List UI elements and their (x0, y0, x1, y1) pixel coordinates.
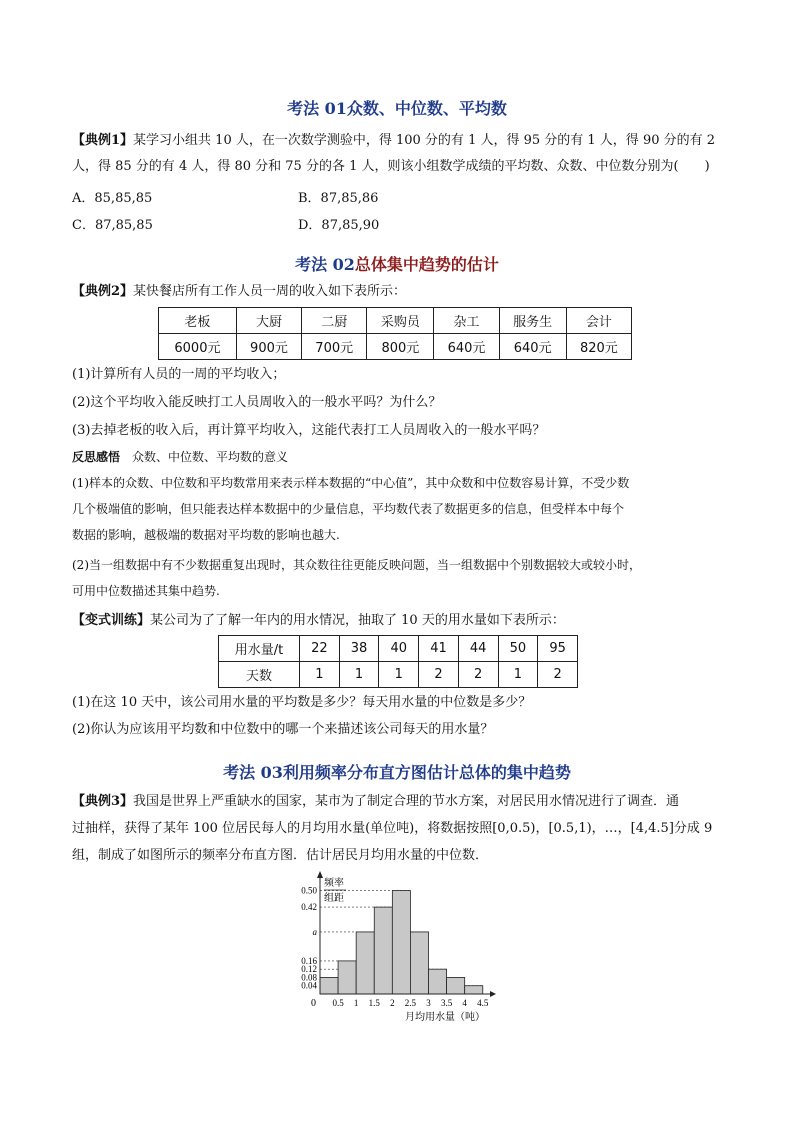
table-cell: 用水量/t (219, 636, 300, 662)
reflection-p1-line1: (1)样本的众数、中位数和平均数常用来表示样本数据的“中心值”，其中众数和中位数容易计算，不受少数 (72, 476, 630, 490)
reflection-p2-line1: (2)当一组数据中有不少数据重复出现时，其众数往往更能反映问题，当一组数据中个别数据较大或较小时， (72, 558, 642, 572)
income-table (158, 307, 632, 360)
table-cell: 1 (498, 662, 538, 688)
histogram-bar (374, 907, 392, 994)
option-d: D．87,85,90 (298, 218, 380, 233)
histogram-bar (320, 977, 338, 994)
section-number: 考法 01 (287, 99, 347, 118)
table-row (219, 636, 578, 662)
example-3-line1 (72, 791, 732, 813)
y-tick-label: a (312, 926, 317, 937)
option-b: B．87,85,86 (298, 191, 379, 206)
example-text: 我国是世界上严重缺水的国家，某市为了制定合理的节水方案，对居民用水情况进行了调查．通 (133, 794, 680, 809)
y-tick-label: 0.12 (301, 964, 317, 975)
example-text: 某学习小组共 10 人，在一次数学测验中，得 100 分的有 1 人，得 95 分的有 1 人，得 90 分的有 2 (133, 133, 716, 148)
section-title-2 (0, 252, 794, 275)
x-axis-arrow (490, 991, 496, 997)
x-tick-label: 3.5 (440, 998, 453, 1008)
table-cell: 1 (339, 662, 379, 688)
table-cell: 900元 (236, 334, 301, 360)
section-heading: 总体集中趋势的估计 (354, 255, 499, 274)
example-label: 【典例2】 (72, 284, 134, 299)
x-tick-label: 1 (353, 998, 359, 1008)
x-tick-label: 3 (426, 998, 431, 1008)
example-text: 某快餐店所有工作人员一周的收入如下表所示： (133, 284, 407, 299)
frequency-histogram (280, 868, 520, 1028)
table-cell: 800元 (367, 334, 434, 360)
histogram-bar (392, 891, 410, 994)
reflection-p2-line2: 可用中位数描述其集中趋势. (72, 584, 220, 598)
table-row (159, 334, 632, 360)
reflection-title: 反思感悟 (72, 450, 121, 464)
y-tick-label: 0.16 (301, 955, 317, 966)
table-cell: 6000元 (159, 334, 237, 360)
table-cell: 会计 (566, 308, 631, 334)
histogram-bar (338, 961, 356, 994)
option-a: A．85,85,85 (72, 191, 153, 206)
question-3: (3)去掉老板的收入后，再计算平均收入，这能代表打工人员周收入的一般水平吗？ (72, 423, 546, 438)
table-cell: 40 (379, 636, 419, 662)
reflection-heading (72, 445, 732, 470)
section-title-3 (0, 760, 794, 783)
example-1-line2: 人，得 85 分的有 4 人，得 80 分和 75 分的各 1 人，则该小组数学成绩的平均数、众数、中位数分别为( ) (72, 159, 710, 174)
variant-question-2: (2)你认为应该用平均数和中位数中的哪一个来描述该公司每天的用水量？ (72, 722, 494, 737)
table-cell: 1 (379, 662, 419, 688)
table-cell: 二厨 (302, 308, 367, 334)
x-tick-label: 4.5 (477, 998, 489, 1008)
y-label-top: 频率 (324, 878, 344, 889)
section-heading: 众数、中位数、平均数 (346, 99, 507, 118)
example-2-intro (72, 281, 732, 303)
x-tick-label: 0.5 (332, 998, 344, 1008)
option-c: C．87,85,85 (72, 218, 153, 233)
table-cell: 640元 (499, 334, 566, 360)
x-tick-label: 2 (390, 998, 395, 1008)
y-tick-labels (301, 886, 317, 991)
table-cell: 天数 (219, 662, 300, 688)
x-tick-labels (332, 998, 488, 1008)
section-heading: 利用频率分布直方图估计总体的集中趋势 (282, 763, 571, 782)
example-label: 【典例1】 (72, 133, 134, 148)
table-cell: 1 (300, 662, 340, 688)
x-tick-label: 2.5 (404, 998, 417, 1008)
water-table (218, 635, 578, 688)
y-tick-label: 0.50 (301, 885, 317, 896)
table-cell: 95 (538, 636, 578, 662)
section-number: 考法 02 (295, 255, 355, 274)
table-cell: 2 (538, 662, 578, 688)
table-cell: 50 (498, 636, 538, 662)
histogram-bar (356, 932, 374, 994)
reflection-subtitle: 众数、中位数、平均数的意义 (132, 450, 289, 464)
y-tick-label: 0.04 (301, 980, 317, 991)
example-3-line3: 组，制成了如图所示的频率分布直方图．估计居民月均用水量的中位数． (72, 848, 489, 863)
y-tick-label: 0.08 (301, 972, 317, 983)
y-axis-arrow (317, 871, 323, 878)
table-cell: 38 (339, 636, 379, 662)
section-title-1 (0, 96, 794, 119)
reflection-p1-line2: 几个极端值的影响，但只能表达样本数据中的少量信息，平均数代表了数据更多的信息，但受样本中每个 (72, 502, 625, 516)
histogram-bar (447, 977, 465, 994)
variant-label: 【变式训练】 (72, 613, 151, 628)
example-1-line1 (72, 130, 732, 152)
table-cell: 640元 (434, 334, 499, 360)
table-cell: 44 (458, 636, 498, 662)
histogram-bar (429, 969, 447, 994)
y-tick-label: 0.42 (301, 902, 317, 913)
x-tick-label: 1.5 (368, 998, 380, 1008)
table-cell: 杂工 (434, 308, 499, 334)
table-cell: 2 (419, 662, 459, 688)
question-2: (2)这个平均收入能反映打工人员周收入的一般水平吗？为什么？ (72, 395, 442, 410)
example-label: 【典例3】 (72, 794, 134, 809)
histogram-bars (320, 891, 483, 994)
variant-intro (72, 610, 732, 632)
origin-label: 0 (311, 998, 316, 1009)
example-3-line2: 过抽样，获得了某年 100 位居民每人的月均用水量(单位吨)，将数据按照[0,0.5)，[0.5,1)，…，[4,4.5]分成 9 (72, 821, 713, 836)
variant-question-1: (1)在这 10 天中，该公司用水量的平均数是多少？每天用水量的中位数是多少？ (72, 695, 532, 710)
table-cell: 700元 (302, 334, 367, 360)
section-number: 考法 03 (223, 763, 283, 782)
table-cell: 820元 (566, 334, 631, 360)
x-axis-label: 月均用水量（吨） (405, 1012, 485, 1023)
table-cell: 41 (419, 636, 459, 662)
table-row (219, 662, 578, 688)
table-row (159, 308, 632, 334)
histogram-bar (410, 932, 428, 994)
table-cell: 老板 (159, 308, 237, 334)
y-label-bottom: 组距 (324, 893, 344, 904)
table-cell: 2 (458, 662, 498, 688)
reflection-p1-line3: 数据的影响，越极端的数据对平均数的影响也越大. (72, 528, 340, 542)
x-tick-label: 4 (462, 998, 467, 1008)
variant-text: 某公司为了了解一年内的用水情况，抽取了 10 天的用水量如下表所示： (150, 613, 565, 628)
table-cell: 大厨 (236, 308, 301, 334)
histogram-bar (465, 986, 483, 994)
question-1: (1)计算所有人员的一周的平均收入； (72, 367, 286, 382)
table-cell: 采购员 (367, 308, 434, 334)
table-cell: 22 (300, 636, 340, 662)
table-cell: 服务生 (499, 308, 566, 334)
